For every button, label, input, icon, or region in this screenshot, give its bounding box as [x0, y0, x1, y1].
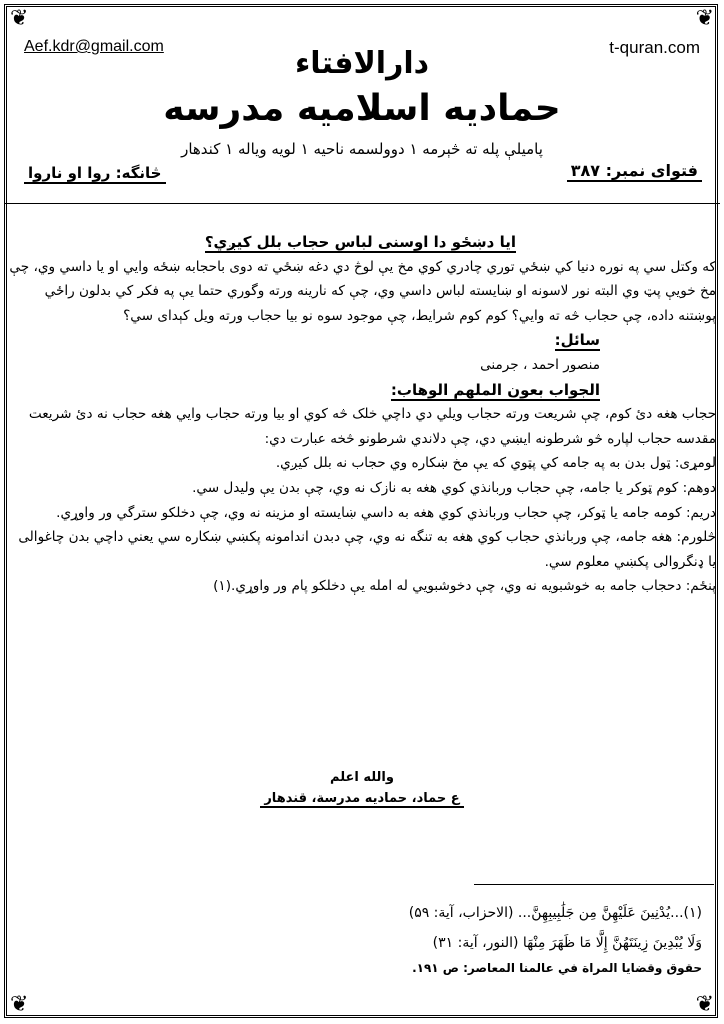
institution-title: دارالافتاء	[294, 46, 430, 81]
corner-ornament-icon: ❦	[695, 6, 714, 31]
fatwa-body	[8, 230, 716, 599]
signature-name: ع حماد، حمادیه مدرسة، قندهار	[260, 791, 463, 808]
footnote-quran-ref: (۱)...يُدْنِينَ عَلَيْهِنَّ مِن جَلَٰبِيبِهِنَّ... (الاحزاب، آية: ۵۹)	[408, 905, 702, 921]
address-line: پامیلې پله ته څېرمه ۱ دوولسمه ناحیه ۱ لویه ویاله ۱ کندهار	[181, 140, 543, 158]
footnote-divider	[474, 884, 714, 885]
website-link[interactable]: t-quran.com	[609, 38, 700, 57]
answer-label: الجواب بعون الملهم الوهاب:	[390, 380, 600, 399]
signature-closing: والله اعلم	[330, 770, 394, 785]
category-label: څانگه: روا او ناروا	[24, 164, 166, 184]
corner-ornament-icon: ❦	[10, 992, 29, 1017]
top-ornament	[70, 6, 654, 19]
footnotes	[40, 898, 702, 978]
question-text: که وکتل سي په نوره دنیا کي ښځي توري چادري کوي مخ يې لوڅ دي دغه ښځي ته دوی باحجابه ښځه وايي او يا داسي وي، چې مخ خويې پټ وي البته نور لاسونه او ښايسته لباس داسي وي، چې که نارينه ورته وگوري حتما يې په فکر کي بدلون راځي پوښتنه داده، چې حجاب څه ته وايي؟ کوم کوم شرايط، چې موجود سوه نو بيا حجاب ورته ويل کېدای سي؟	[9, 258, 716, 324]
asker-name: منصور احمد ، جرمنی	[480, 356, 600, 373]
answer-intro: حجاب هغه دئ کوم، چې شريعت ورته حجاب ويلي دي داچي خلک څه کوي او بيا ورته حجاب وايي هغه حجاب نه دئ شريعت مقدسه حجاب لپاره څو شرطونه ايښي دي، چې دلاندي شرطونو څخه عبارت دي:	[28, 406, 716, 447]
corner-ornament-icon: ❦	[695, 992, 714, 1017]
email-link[interactable]: Aef.kdr@gmail.com	[24, 38, 164, 55]
condition-item: لومړی: ټول بدن به په جامه کي پټوي که يې مخ ښکاره وي حجاب نه بلل کيږي.	[275, 455, 716, 472]
footnote-book-ref: حقوق وقضايا المراة في عالمنا المعاصر: ص ۱۹۱.	[412, 961, 702, 975]
signature-block	[0, 770, 724, 808]
condition-item: دوهم: کوم ټوکر يا جامه، چې حجاب وربانذي کوي هغه به نازک نه وي، چې بدن يې وليدل سي.	[192, 479, 716, 496]
condition-item: دريم: کومه جامه يا ټوکر، چې حجاب وربانذي کوي هغه به داسي ښايسته او مزينه نه وي، چې دخلکو سترگي ور واوړي.	[56, 504, 716, 521]
footnote-quran-ref: وَلَا يُبْدِينَ زِينَتَهُنَّ إِلَّا مَا ظَهَرَ مِنْهَا (النور، آية: ۳۱)	[432, 935, 702, 951]
madrasa-name: حمادیه اسلامیه مدرسه	[163, 88, 561, 129]
header-divider	[4, 203, 720, 204]
asker-label: سائل:	[554, 331, 600, 350]
condition-item: څلورم: هغه جامه، چې وربانذي حجاب کوي هغه به تنگه نه وي، چې دبدن اندامونه پکښي ښکاره سي يعني داچي بدن چاغوالی يا ډنگروالی پکښي معلوم سي.	[18, 529, 716, 570]
question-title: ایا دښځو دا اوسنی لباس حجاب بلل کیږي؟	[204, 233, 516, 251]
corner-ornament-icon: ❦	[10, 6, 29, 31]
fatwa-number: فتوای نمبر: ۳۸۷	[567, 161, 702, 182]
condition-item: پنځم: دحجاب جامه به خوشبويه نه وي، چې دخوشبويي له امله يې دخلکو پام ور واوړي.(۱)	[213, 578, 716, 595]
